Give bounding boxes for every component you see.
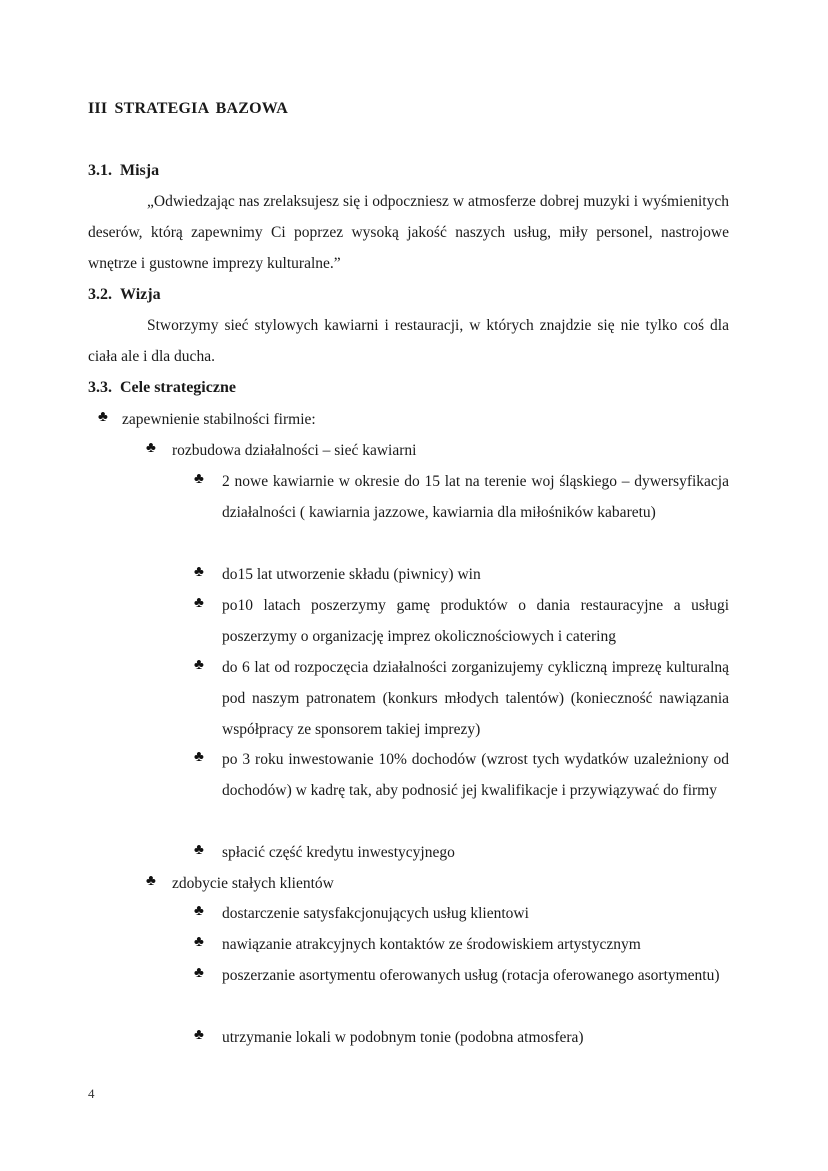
list-item: ♣ nawiązanie atrakcyjnych kontaktów ze środowiskiem artystycznym: [222, 929, 729, 960]
club-bullet-icon: ♣: [194, 934, 204, 950]
vision-paragraph: [88, 310, 729, 372]
section-title: Misja: [120, 162, 160, 179]
section-heading-misja: [88, 162, 159, 180]
list-item: ♣ po10 latach poszerzymy gamę produktów o dania restauracyjne a usługi poszerzymy o organizację imprez okolicznościowych i catering: [222, 590, 729, 652]
section-title: Cele strategiczne: [120, 379, 236, 396]
list-item: ♣ 2 nowe kawiarnie w okresie do 15 lat na terenie woj śląskiego – dywersyfikacja działalności ( kawiarnia jazzowe, kawiarnia dla miłośników kabaretu): [222, 466, 729, 528]
list-item: ♣ do 6 lat od rozpoczęcia działalności zorganizujemy cykliczną imprezę kulturalną pod naszym patronatem (konkurs młodych talentów) (konieczność nawiązania współpracy ze sponsorem takiej imprezy): [222, 652, 729, 745]
section-title: Wizja: [120, 286, 161, 303]
club-bullet-icon: ♣: [98, 409, 108, 425]
list-item: ♣ spłacić część kredytu inwestycyjnego: [222, 837, 729, 868]
section-number: 3.1.: [88, 162, 112, 179]
vision-text: Stworzymy sieć stylowych kawiarni i restauracji, w których znajdzie się nie tylko coś dla ciała ale i dla ducha.: [88, 317, 729, 365]
mission-text: „Odwiedzając nas zrelaksujesz się i odpoczniesz w atmosferze dobrej muzyki i wyśmienitych deserów, którą zapewnimy Ci poprzez wysoką jakość naszych usług, miły personel, nastrojowe wnętrze i gustowne imprezy kulturalne.”: [88, 193, 729, 272]
club-bullet-icon: ♣: [194, 595, 204, 611]
section-heading-cele: [88, 379, 236, 397]
section-heading-wizja: [88, 286, 161, 304]
club-bullet-icon: ♣: [194, 842, 204, 858]
page-number: 4: [88, 1086, 95, 1101]
list-item: ♣ po 3 roku inwestowanie 10% dochodów (wzrost tych wydatków uzależniony od dochodów) w kadrę tak, aby podnosić jej kwalifikacje i przywiązywać do firmy: [222, 744, 729, 806]
list-item: ♣ utrzymanie lokali w podobnym tonie (podobna atmosfera): [222, 1022, 729, 1053]
section-number: 3.3.: [88, 379, 112, 396]
club-bullet-icon: ♣: [146, 440, 156, 456]
club-bullet-icon: ♣: [194, 564, 204, 580]
club-bullet-icon: ♣: [146, 873, 156, 889]
club-bullet-icon: ♣: [194, 903, 204, 919]
section-number: 3.2.: [88, 286, 112, 303]
mission-paragraph: [88, 186, 729, 279]
club-bullet-icon: ♣: [194, 471, 204, 487]
club-bullet-icon: ♣: [194, 749, 204, 765]
list-item: ♣ rozbudowa działalności – sieć kawiarni: [172, 435, 728, 466]
list-item: ♣ zapewnienie stabilności firmie:: [122, 404, 722, 435]
list-item: ♣ dostarczenie satysfakcjonujących usług klientowi: [222, 898, 729, 929]
club-bullet-icon: ♣: [194, 965, 204, 981]
club-bullet-icon: ♣: [194, 657, 204, 673]
list-item: ♣ zdobycie stałych klientów: [172, 868, 728, 899]
list-item: ♣ poszerzanie asortymentu oferowanych usług (rotacja oferowanego asortymentu): [222, 960, 729, 991]
club-bullet-icon: ♣: [194, 1027, 204, 1043]
chapter-title: III STRATEGIA BAZOWA: [88, 100, 288, 117]
list-item: ♣ do15 lat utworzenie składu (piwnicy) win: [222, 559, 729, 590]
